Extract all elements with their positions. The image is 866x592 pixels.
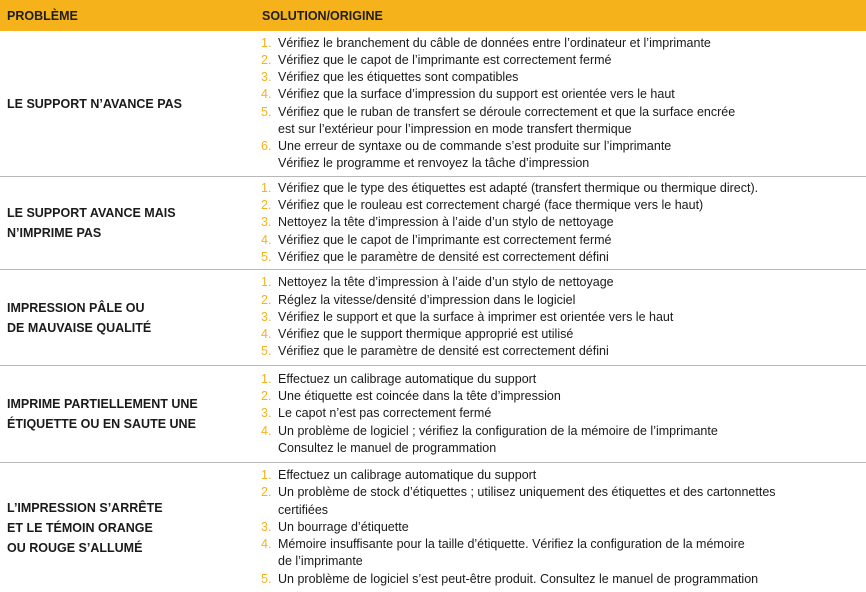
- table-row: [0, 177, 866, 270]
- solution-item: [261, 214, 866, 231]
- item-number: 5.: [261, 104, 272, 119]
- solution-item: [261, 232, 866, 249]
- solution-item: [261, 197, 866, 214]
- table-row: [0, 366, 866, 463]
- solution-item: [261, 104, 866, 138]
- item-text: Vérifiez que le ruban de transfert se déroule correctement et que la surface encrée est sur l’extérieur pour l’impression en mode transfert thermique: [278, 104, 736, 136]
- item-text: Le capot n’est pas correctement fermé: [278, 406, 492, 421]
- solution-item: [261, 52, 866, 69]
- item-text: Une erreur de syntaxe ou de commande s’est produite sur l’imprimante Vérifiez le programme et renvoyez la tâche d’impression: [278, 138, 672, 171]
- table-header: [0, 0, 866, 31]
- problem-text: LE SUPPORT AVANCE MAIS N’IMPRIME PAS: [7, 206, 176, 240]
- solution-item: [261, 180, 866, 197]
- solution-item: [261, 326, 866, 343]
- item-number: 1.: [261, 180, 272, 195]
- item-text: Vérifiez que le capot de l’imprimante est correctement fermé: [278, 52, 612, 67]
- item-text: Une étiquette est coincée dans la tête d’impression: [278, 389, 561, 404]
- item-text: Un problème de stock d’étiquettes ; utilisez uniquement des étiquettes et des cartonnettes certifiées: [278, 485, 776, 517]
- problem-text: IMPRIME PARTIELLEMENT UNE ÉTIQUETTE OU EN SAUTE UNE: [7, 397, 198, 431]
- item-number: 4.: [261, 537, 272, 552]
- item-text: Un problème de logiciel ; vérifiez la configuration de la mémoire de l’imprimante Consultez le manuel de programmation: [278, 423, 718, 455]
- item-text: Un bourrage d’étiquette: [278, 519, 409, 534]
- solution-item: [261, 69, 866, 86]
- item-text: Effectuez un calibrage automatique du support: [278, 468, 537, 483]
- item-number: 5.: [261, 344, 272, 359]
- problem-text: IMPRESSION PÂLE OU DE MAUVAISE QUALITÉ: [7, 300, 152, 335]
- table-row: [0, 270, 866, 366]
- item-number: 2.: [261, 389, 272, 404]
- problem-cell: [0, 270, 251, 365]
- solution-cell: [251, 270, 866, 365]
- item-text: Nettoyez la tête d’impression à l’aide d’un stylo de nettoyage: [278, 215, 614, 230]
- item-number: 6.: [261, 138, 272, 153]
- problem-cell: [0, 366, 251, 462]
- item-number: 1.: [261, 468, 272, 483]
- item-number: 3.: [261, 519, 272, 534]
- item-number: 4.: [261, 232, 272, 247]
- problem-text: LE SUPPORT N’AVANCE PAS: [7, 96, 183, 111]
- solution-item: [261, 467, 866, 484]
- item-number: 1.: [261, 371, 272, 386]
- item-number: 2.: [261, 485, 272, 500]
- problem-text: L’IMPRESSION S’ARRÊTE ET LE TÉMOIN ORANGE OU ROUGE S’ALLUMÉ: [7, 500, 163, 555]
- table-row: [0, 463, 866, 592]
- solution-cell: [251, 463, 866, 592]
- problem-cell: [0, 463, 251, 592]
- solution-item: [261, 309, 866, 326]
- table-row: [0, 31, 866, 177]
- item-number: 4.: [261, 87, 272, 102]
- solution-cell: [251, 31, 866, 176]
- item-text: Vérifiez que le type des étiquettes est adapté (transfert thermique ou thermique direct).: [278, 180, 759, 195]
- solution-item: [261, 536, 866, 570]
- problem-cell: [0, 177, 251, 269]
- solution-item: [261, 423, 866, 457]
- item-text: Vérifiez que le paramètre de densité est correctement défini: [278, 249, 609, 264]
- item-number: 3.: [261, 215, 272, 230]
- solution-item: [261, 571, 866, 588]
- item-text: Effectuez un calibrage automatique du support: [278, 371, 537, 386]
- item-text: Réglez la vitesse/densité d’impression dans le logiciel: [278, 292, 576, 307]
- item-number: 2.: [261, 198, 272, 213]
- item-number: 3.: [261, 70, 272, 85]
- item-text: Vérifiez que la surface d’impression du support est orientée vers le haut: [278, 87, 675, 102]
- item-text: Vérifiez le branchement du câble de données entre l’ordinateur et l’imprimante: [278, 35, 711, 50]
- item-text: Vérifiez le support et que la surface à imprimer est orientée vers le haut: [278, 309, 674, 324]
- item-text: Vérifiez que les étiquettes sont compatibles: [278, 70, 519, 85]
- item-number: 4.: [261, 423, 272, 438]
- solution-cell: [251, 366, 866, 462]
- header-problem: PROBLÈME: [7, 8, 78, 23]
- item-number: 1.: [261, 35, 272, 50]
- item-number: 2.: [261, 292, 272, 307]
- solution-item: [261, 138, 866, 172]
- solution-cell: [251, 177, 866, 269]
- item-number: 1.: [261, 275, 272, 290]
- solution-item: [261, 388, 866, 405]
- item-text: Nettoyez la tête d’impression à l’aide d’un stylo de nettoyage: [278, 275, 614, 290]
- problem-cell: [0, 31, 251, 176]
- solution-item: [261, 249, 866, 266]
- item-number: 3.: [261, 309, 272, 324]
- solution-item: [261, 484, 866, 518]
- item-number: 4.: [261, 327, 272, 342]
- solution-item: [261, 292, 866, 309]
- header-solution: SOLUTION/ORIGINE: [262, 8, 383, 23]
- item-number: 5.: [261, 249, 272, 264]
- item-text: Un problème de logiciel s’est peut-être produit. Consultez le manuel de programmation: [278, 571, 759, 586]
- item-number: 3.: [261, 406, 272, 421]
- solution-item: [261, 371, 866, 388]
- item-number: 2.: [261, 52, 272, 67]
- solution-item: [261, 35, 866, 52]
- solution-item: [261, 519, 866, 536]
- solution-item: [261, 343, 866, 360]
- solution-item: [261, 405, 866, 422]
- solution-item: [261, 86, 866, 103]
- item-text: Vérifiez que le paramètre de densité est correctement défini: [278, 344, 609, 359]
- item-number: 5.: [261, 571, 272, 586]
- solution-item: [261, 274, 866, 291]
- item-text: Mémoire insuffisante pour la taille d’étiquette. Vérifiez la configuration de la mémoire de l’imprimante: [278, 537, 745, 569]
- item-text: Vérifiez que le support thermique approprié est utilisé: [278, 327, 574, 342]
- item-text: Vérifiez que le capot de l’imprimante est correctement fermé: [278, 232, 612, 247]
- item-text: Vérifiez que le rouleau est correctement chargé (face thermique vers le haut): [278, 198, 704, 213]
